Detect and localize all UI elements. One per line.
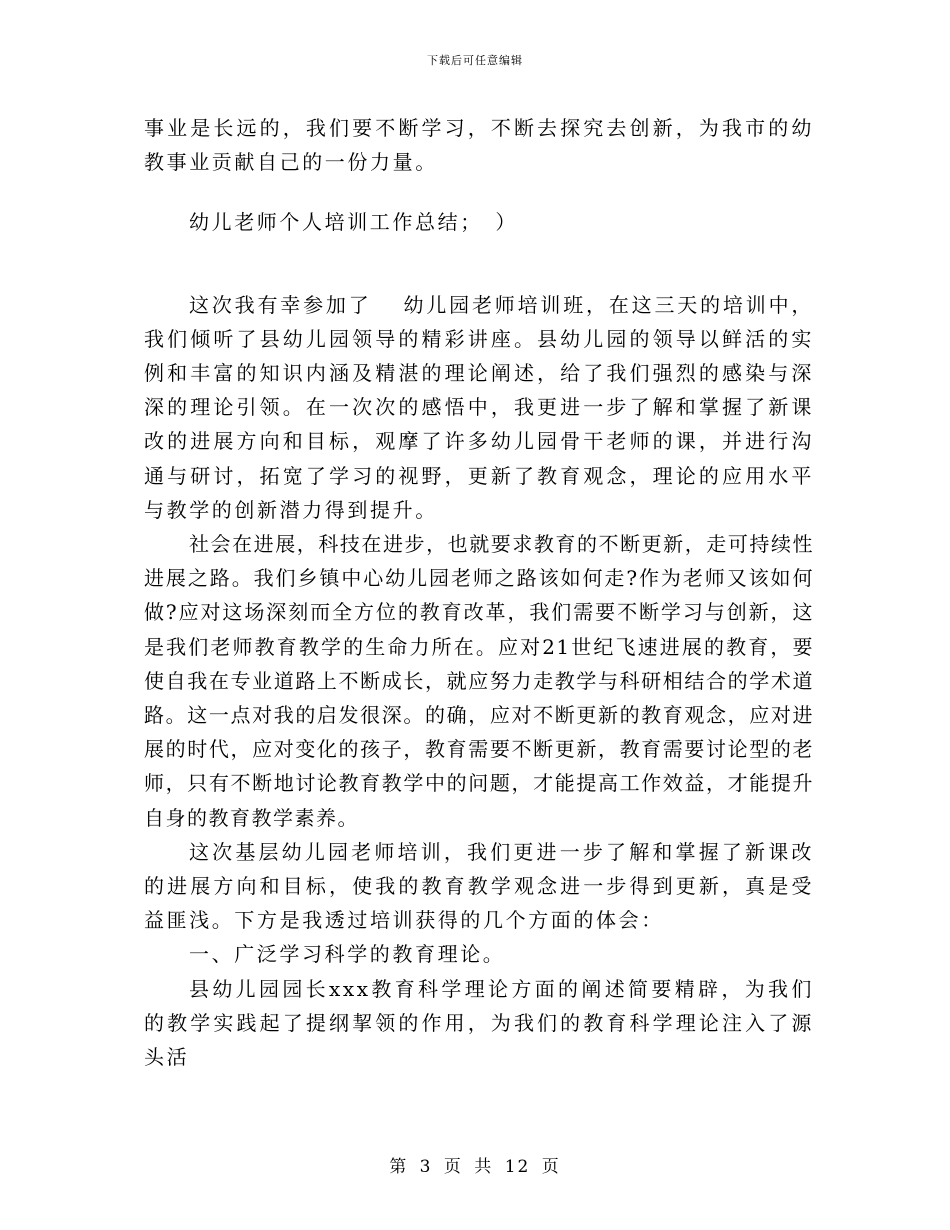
document-body xyxy=(144,111,814,1074)
page-header: 下载后可任意编辑 xyxy=(427,54,523,67)
paragraph-training-benefits: 这次基层幼儿园老师培训，我们更进一步了解和掌握了新课改的进展方向和目标，使我的教育教学观念进一步得到更新，真是受益匪浅。下方是我透过培训获得的几个方面的体会： xyxy=(144,839,814,933)
paragraph-continuation: 事业是长远的，我们要不断学习，不断去探究去创新，为我市的幼教事业贡献自己的一份力量。 xyxy=(144,116,814,175)
paragraph-training-intro: 这次我有幸参加了 幼儿园老师培训班，在这三天的培训中，我们倾听了县幼儿园领导的精彩讲座。县幼儿园的领导以鲜活的实例和丰富的知识内涵及精湛的理论阐述，给了我们强烈的感染与深深的理论引领。在一次次的感悟中，我更进一步了解和掌握了新课改的进展方向和目标，观摩了许多幼儿园骨干老师的课，并进行沟通与研讨，拓宽了学习的视野，更新了教育观念，理论的应用水平与教学的创新潜力得到提升。 xyxy=(144,292,814,522)
section-heading: 幼儿老师个人培训工作总结； ） xyxy=(189,210,518,235)
paragraph-theory: 县幼儿园园长xxx教育科学理论方面的阐述简要精辟，为我们的教学实践起了提纲挈领的作用，为我们的教育科学理论注入了源头活 xyxy=(144,976,814,1070)
paragraph-society-progress: 社会在进展，科技在进步，也就要求教育的不断更新，走可持续性进展之路。我们乡镇中心幼儿园老师之路该如何走?作为老师又该如何做?应对这场深刻而全方位的教育改革，我们需要不断学习与创新，这是我们老师教育教学的生命力所在。应对21世纪飞速进展的教育，要使自我在专业道路上不断成长，就应努力走教学与科研相结合的学术道路。这一点对我的启发很深。的确，应对不断更新的教育观念，应对进展的时代，应对变化的孩子，教育需要不断更新，教育需要讨论型的老师，只有不断地讨论教育教学中的问题，才能提高工作效益，才能提升自身的教育教学素养。 xyxy=(144,532,814,830)
section-item-one: 一、广泛学习科学的教育理论。 xyxy=(189,942,506,967)
page-number-footer: 第 3 页 共 12 页 xyxy=(389,1157,561,1177)
